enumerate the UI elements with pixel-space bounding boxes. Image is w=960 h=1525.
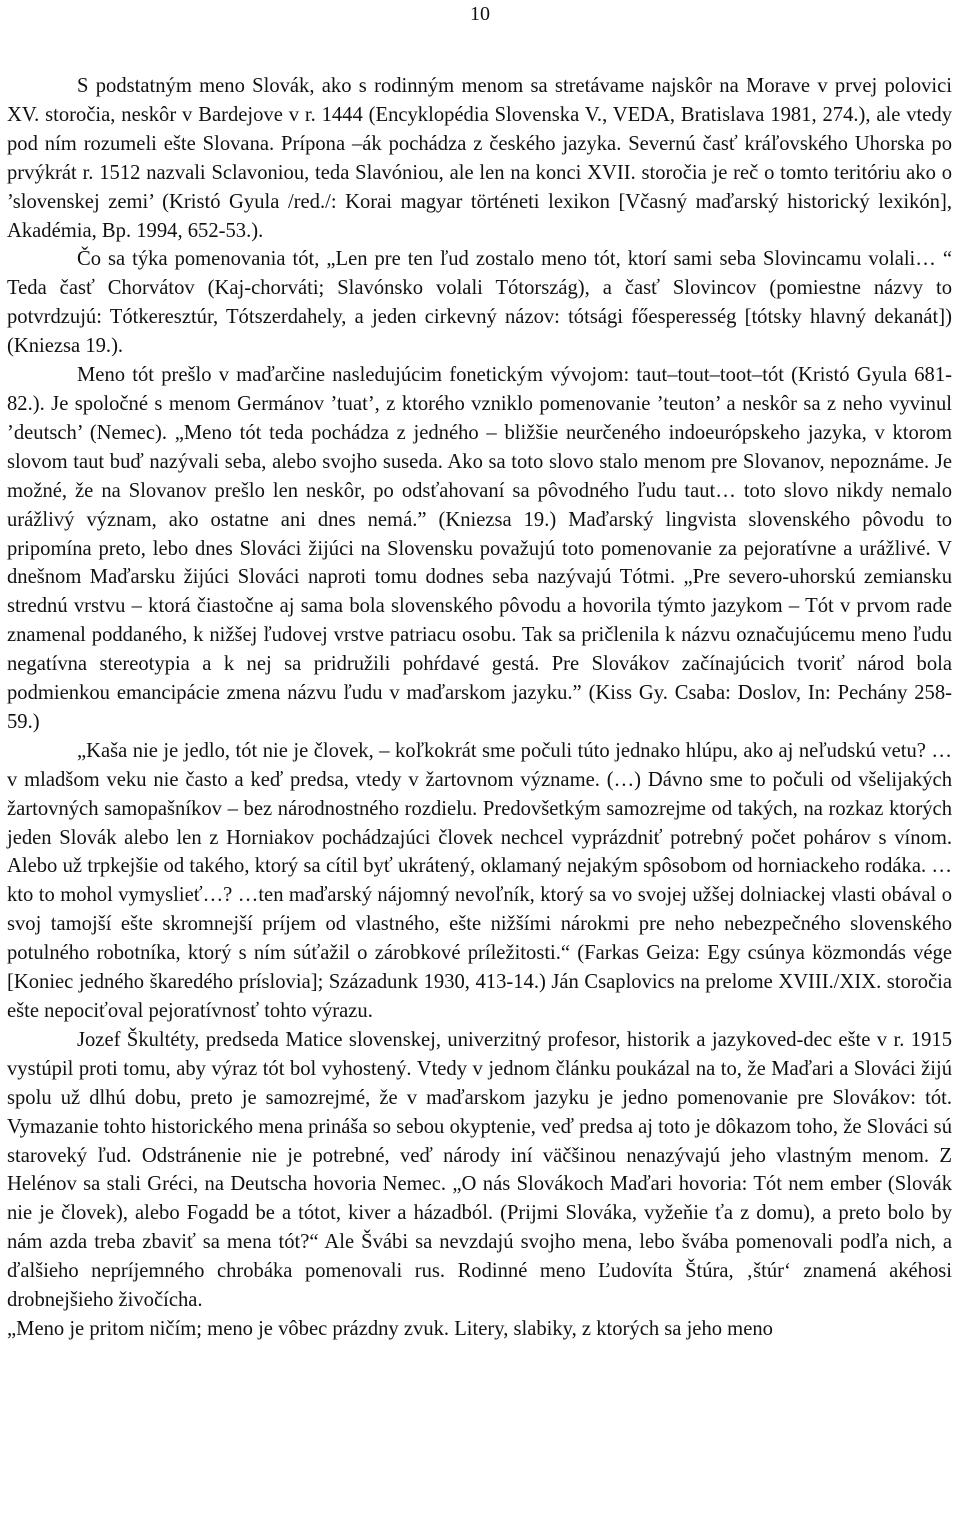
page-number: 10 — [470, 3, 490, 25]
paragraph-meno-quote: „Meno je pritom ničím; meno je vôbec prázdny zvuk. Litery, slabiky, z ktorých sa jeho meno — [7, 1317, 773, 1340]
body-text — [7, 72, 952, 1344]
paragraph-kasa-quote: „Kaša nie je jedlo, tót nie je človek, – koľkokrát sme počuli túto jednako hlúpu, ako aj neľudskú vetu? …v mladšom veku nie často a keď predsa, vtedy v žartovnom význame. (…) Dávno sme to počuli od všelijakých žartovných samopašníkov – bez národnostného rozdielu. Predovšetkým samozrejme od takých, na rozkaz ktorých jeden Slovák alebo len z Horniakov pochádzajúci človek nechcel vyprázdniť potrebný počet pohárov s vínom. Alebo už trpkejšie od takého, ktorý sa cítil byť ukrátený, oklamaný nejakým spôsobom od horniackeho rodáka. …kto to mohol vymyslieť…? …ten maďarský nájomný nevoľník, ktorý sa vo svojej užšej dolniackej vlasti obával o svoj tamojší ešte skromnejší príjem od vlastného, ešte nižšími nárokmi pre neho nebezpečného slovenského potulného robotníka, ktorý s ním súťažil o zárobkové príležitosti.“ (Farkas Geiza: Egy csúnya közmondás vége [Koniec jedného škaredého príslovia]; Századunk 1930, 413-14.) Ján Csaplovics na prelome XVIII./XIX. storočia ešte nepociťoval pejoratívnosť tohto výrazu. — [7, 739, 952, 1022]
paragraph-slovak-origin: S podstatným meno Slovák, ako s rodinným menom sa stretávame najskôr na Morave v prvej polovici XV. storočia, neskôr v Bardejove v r. 1444 (Encyklopédia Slovenska V., VEDA, Bratislava 1981, 274.), ale vtedy pod ním rozumeli ešte Slovana. Prípona –ák pochádza z českého jazyka. Severnú časť kráľovského Uhorska po prvýkrát r. 1512 nazvali Sclavoniou, teda Slavóniou, ale len na konci XVII. storočia je reč o tomto teritóriu ako o ’slovenskej zemi’ (Kristó Gyula /red./: Korai magyar történeti lexikon [Včasný maďarský historický lexikón], Akadémia, Bp. 1994, 652-53.). — [7, 75, 952, 242]
paragraph-tot-naming: Čo sa týka pomenovania tót, „Len pre ten ľud zostalo meno tót, ktorí sami seba Slovincamu volali… “ Teda časť Chorvátov (Kaj-chorváti; Slavónsko volali Tótország), a časť Slovincov (pomiestne názvy to potvrdzujú: Tótkeresztúr, Tótszerdahely, a jeden cirkevný názov: tótsági főesperesség [tótsky hlavný dekanát]) (Kniezsa 19.). — [7, 248, 952, 358]
paragraph-skultety: Jozef Škultéty, predseda Matice slovenskej, univerzitný profesor, historik a jazykoved-dec ešte v r. 1915 vystúpil proti tomu, aby výraz tót bol vyhostený. Vtedy v jednom článku poukázal na to, že Maďari a Slováci žijú spolu už dlhú dobu, preto je samozrejmé, že v maďarskom jazyku je jedno pomenovanie pre Slovákov: tót. Vymazanie tohto historického mena prináša so sebou okyptenie, veď predsa aj toto je dôkazom toho, že Slováci sú staroveký ľud. Odstránenie nie je potrebné, veď národy iní väčšinou nenazývajú jeho vlastným menom. Z Helénov sa stali Gréci, na Deutscha hovoria Nemec. „O nás Slovákoch Maďari hovoria: Tót nem ember (Slovák nie je človek), alebo Fogadd be a tótot, kiver a házadból. (Prijmi Slováka, vyžeňie ťa z domu), a preto bolo by nám azda treba zbaviť sa mena tót?“ Ale Švábi sa nevzdajú svojho mena, lebo švába pomenovali podľa nich, a ďalšieho nepríjemného chrobáka pomenovali rus. Rodinné meno Ľudovíta Štúra, ‚štúr‘ znamená akéhosi drobnejšieho živočícha. — [7, 1028, 952, 1312]
paragraph-tot-etymology: Meno tót prešlo v maďarčine nasledujúcim fonetickým vývojom: taut–tout–toot–tót (Kristó Gyula 681-82.). Je spoločné s menom Germánov ’tuat’, z ktorého vzniklo pomenovanie ’teuton’ a neskôr sa z neho vyvinul ’deutsch’ (Nemec). „Meno tót teda pochádza z jedného – bližšie neurčeného indoeurópskeho jazyka, v ktorom slovom taut buď nazývali seba, alebo svojho suseda. Ako sa toto slovo stalo menom pre Slovanov, nepoznáme. Je možné, že na Slovanov prešlo len neskôr, po odsťahovaní sa pôvodného ľudu taut… toto slovo nikdy nemalo urážlivý význam, ako ostatne ani dnes nemá.” (Kniezsa 19.) Maďarský lingvista slovenského pôvodu to pripomína preto, lebo dnes Slováci žijúci na Slovensku považujú toto pomenovanie za pejoratívne a urážlivé. V dnešnom Maďarsku žijúci Slováci naproti tomu dodnes seba nazývajú Tótmi. „Pre severo-uhorskú zemiansku strednú vrstvu – ktorá čiastočne aj sama bola slovenského pôvodu a hovorila týmto jazykom – Tót v prvom rade znamenal poddaného, k nižšej ľudovej vrstve patriacu osobu. Tak sa pričlenila k názvu označujúcemu meno ľudu negatívna stereotypia a k nej sa pridružili pohŕdavé gestá. Pre Slovákov začínajúcich tvoriť národ bola podmienkou emancipácie zmena názvu ľudu v maďarskom jazyku.” (Kiss Gy. Csaba: Doslov, In: Pechány 258-59.) — [7, 364, 952, 733]
